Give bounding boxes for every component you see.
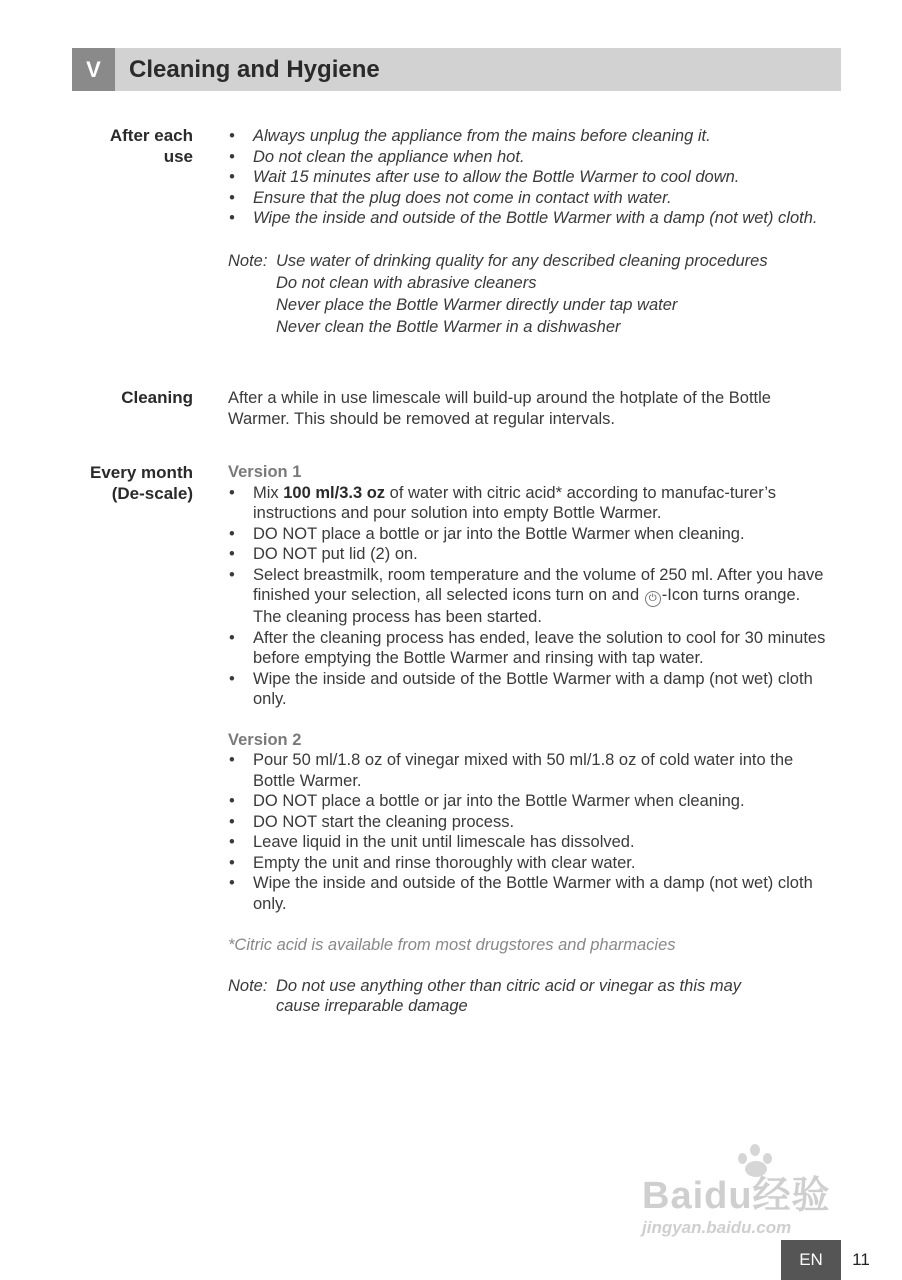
note-label: Note:: [228, 976, 268, 995]
list-item: • DO NOT place a bottle or jar into the Bottle Warmer when cleaning.: [228, 791, 828, 812]
language-tab: EN: [781, 1240, 841, 1280]
note-lines: [276, 250, 828, 338]
label-after-each-use: After each use: [109, 126, 193, 166]
after-each-use-note: [228, 250, 828, 338]
baidu-watermark: [640, 1142, 850, 1242]
after-each-use-list: [228, 126, 828, 229]
note-label: Note:: [228, 251, 268, 270]
list-item: • Wipe the inside and outside of the Bottle Warmer with a damp (not wet) cloth only.: [228, 669, 828, 710]
chapter-number: V: [72, 48, 115, 91]
list-item: • Mix 100 ml/3.3 oz of water with citric acid* according to manufac-turer’s instructions and pour solution into empty Bottle Warmer.: [228, 483, 828, 524]
page-number: 11: [852, 1250, 870, 1269]
descale-content: [228, 462, 828, 1017]
list-item: • Empty the unit and rinse thoroughly with clear water.: [228, 853, 828, 874]
power-icon: ⏻: [645, 591, 661, 607]
version-2-list: [228, 750, 828, 914]
list-item: • DO NOT start the cleaning process.: [228, 812, 828, 833]
note-line: Do not use anything other than citric acid or vinegar as this may: [276, 976, 741, 995]
note-line: Never clean the Bottle Warmer in a dishwasher: [276, 317, 621, 336]
list-item: • Select breastmilk, room temperature and the volume of 250 ml. After you have finished your selection, all selected icons turn on and ⏻ -Icon turns orange. The cleaning process has been started.: [228, 565, 828, 628]
version-2-title: Version 2: [228, 730, 302, 749]
descale-note: [228, 976, 828, 1017]
chapter-header: [72, 48, 841, 91]
list-item: • Wipe the inside and outside of the Bottle Warmer with a damp (not wet) cloth only.: [228, 873, 828, 914]
quantity-highlight: 100 ml/3.3 oz: [283, 483, 386, 502]
after-each-use-content: [228, 126, 828, 338]
note-line: Never place the Bottle Warmer directly under tap water: [276, 295, 678, 314]
version-1-title: Version 1: [228, 463, 302, 481]
list-item: • After the cleaning process has ended, leave the solution to cool for 30 minutes before emptying the Bottle Warmer and rinsing with tap water.: [228, 628, 828, 669]
cleaning-paragraph: After a while in use limescale will build-up around the hotplate of the Bottle Warmer. This should be removed at regular intervals.: [228, 389, 771, 428]
label-cleaning: Cleaning: [121, 388, 193, 407]
list-item: • Pour 50 ml/1.8 oz of vinegar mixed with 50 ml/1.8 oz of cold water into the Bottle Warmer.: [228, 750, 828, 791]
list-item: • Ensure that the plug does not come in contact with water.: [228, 188, 828, 209]
note-line: cause irreparable damage: [276, 997, 468, 1015]
version-1-list: [228, 483, 828, 710]
note-lines: [276, 976, 828, 1017]
list-item: • Do not clean the appliance when hot.: [228, 147, 828, 168]
note-line: Do not clean with abrasive cleaners: [276, 273, 537, 292]
watermark-brand: Baidu经验: [642, 1175, 831, 1217]
list-item: • DO NOT put lid (2) on.: [228, 544, 828, 565]
note-line: Use water of drinking quality for any described cleaning procedures: [276, 251, 768, 270]
list-item: • Wait 15 minutes after use to allow the Bottle Warmer to cool down.: [228, 167, 828, 188]
citric-acid-footnote: *Citric acid is available from most drugstores and pharmacies: [228, 936, 676, 954]
list-item: • Wipe the inside and outside of the Bottle Warmer with a damp (not wet) cloth.: [228, 208, 828, 229]
label-every-month: Every month (De-scale): [90, 463, 193, 503]
watermark-url: jingyan.baidu.com: [642, 1218, 792, 1237]
list-item: • Leave liquid in the unit until limescale has dissolved.: [228, 832, 828, 853]
list-item: • Always unplug the appliance from the mains before cleaning it.: [228, 126, 828, 147]
cleaning-content: [228, 388, 823, 429]
list-item: • DO NOT place a bottle or jar into the Bottle Warmer when cleaning.: [228, 524, 828, 545]
page-title: Cleaning and Hygiene: [129, 56, 380, 83]
